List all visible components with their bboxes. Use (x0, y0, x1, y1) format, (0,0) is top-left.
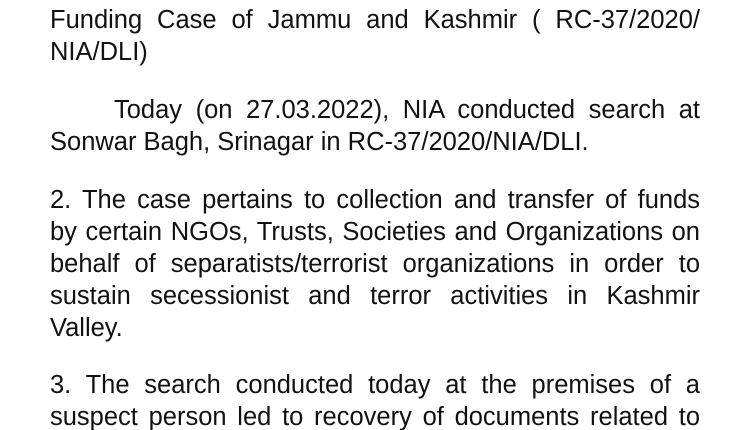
paragraph-2-line-4: sustain secessionist and terror activities in Kashmir (50, 282, 700, 310)
paragraph-2-line-3: behalf of separatists/terrorist organizations in order to (50, 250, 700, 278)
paragraph-2-line-2: by certain NGOs, Trusts, Societies and Organizations on (50, 218, 700, 246)
paragraph-1-line-2: Sonwar Bagh, Srinagar in RC-37/2020/NIA/DLI. (50, 128, 589, 156)
heading-line-2: NIA/DLI) (50, 38, 148, 66)
paragraph-2-line-5: Valley. (50, 314, 123, 342)
paragraph-3-line-1: 3. The search conducted today at the premises of a (50, 371, 700, 399)
paragraph-3-line-2: suspect person led to recovery of documents related to (50, 403, 700, 430)
document-page (50, 0, 702, 430)
paragraph-2-line-1: 2. The case pertains to collection and transfer of funds (50, 186, 700, 214)
heading-line-1: Funding Case of Jammu and Kashmir ( RC-37/2020/ (50, 6, 700, 34)
paragraph-1-line-1: Today (on 27.03.2022), NIA conducted search at (114, 96, 700, 124)
